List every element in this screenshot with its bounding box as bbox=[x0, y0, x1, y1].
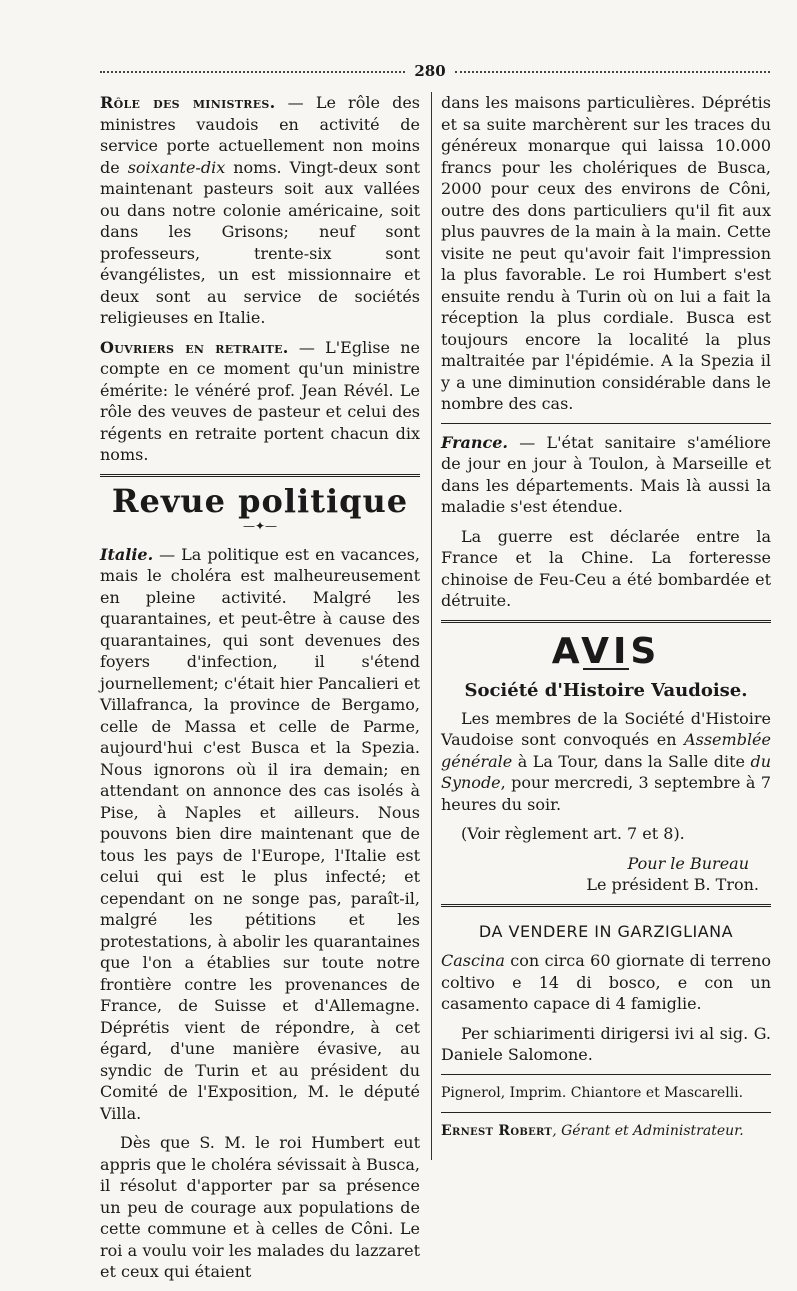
page-header bbox=[100, 62, 770, 82]
imprint-rule bbox=[441, 1074, 771, 1075]
column-divider bbox=[431, 92, 432, 1160]
cascina-text: con circa 60 giornate di terreno coltivo e 14 di bosco, e con un casamento capace di 4 famiglie. bbox=[441, 951, 771, 1013]
italie-lead: Italie. bbox=[100, 544, 154, 564]
gerant-line bbox=[441, 1121, 771, 1143]
avis-text-2: à La Tour, dans la Salle dite bbox=[512, 751, 751, 771]
imprint-line: Pignerol, Imprim. Chiantore et Mascarelli. bbox=[441, 1084, 744, 1101]
left-column bbox=[100, 92, 420, 1291]
ministres-paragraph bbox=[100, 92, 420, 329]
france-text: — L'état sanitaire s'améliore de jour en jour à Toulon, à Marseille et dans les départements. Mais là aussi la maladie s'est étendue. bbox=[441, 432, 771, 516]
italie-paragraph bbox=[100, 544, 420, 1125]
ministres-text-1: — Le rôle des ministres vaudois en activité de service porte actuellement non moins de bbox=[100, 93, 420, 177]
header-rule-left bbox=[100, 71, 405, 73]
schiarimenti-paragraph: Per schiarimenti dirigersi ivi al sig. G. Daniele Salomone. bbox=[441, 1023, 771, 1064]
avis-double-rule bbox=[441, 620, 771, 623]
france-lead: France. bbox=[441, 432, 508, 452]
header-rule-right bbox=[455, 71, 770, 73]
cascina-paragraph bbox=[441, 950, 771, 1015]
vendere-double-rule bbox=[441, 904, 771, 907]
avis-text-1: Les membres de la Société d'Histoire Vaudoise sont convoqués en bbox=[441, 708, 771, 749]
ouvriers-paragraph bbox=[100, 337, 420, 466]
cascina-italic: Cascina bbox=[441, 951, 505, 970]
gerant-rule bbox=[441, 1112, 771, 1113]
avis-italic-2: du Synode bbox=[441, 751, 771, 792]
president-signature: Le président B. Tron. bbox=[586, 875, 759, 894]
italie-text: — La politique est en vacances, mais le choléra est malheureusement en pleine activité. Malgré les quarantaines, et peut-être à cause des quarantaines, qui sont devenues des foyers d'infection, il s'étend journellement; c'était hier Pancalieri et Villafranca, la province de Bergamo, celle de Massa et celle de Parme, aujourd'hui c'est Busca et la Spezia. Nous ignorons où il ira demain; en attendant on annonce des cas isolés à Pise, à Naples et ailleurs. Nous pouvons bien dire maintenant que de tous les pays de l'Europe, l'Italie est celui qui est le plus infecté; et cependant on ne songe pas, paraît-il, malgré les pétitions et les protestations, à abolir les quarantaines que l'on a établies sur toute notre frontière contre les provenances de France, de Suisse et d'Allemagne. Déprétis vient de répondre, à cet égard, d'une manière évasive, au syndic de Turin et au président du Comité de l'Exposition, M. le député Villa. bbox=[100, 544, 420, 1123]
france-paragraph bbox=[441, 432, 771, 518]
avis-italic-1: Assemblée générale bbox=[441, 730, 771, 771]
section-double-rule bbox=[100, 474, 420, 477]
societe-title: Société d'Histoire Vaudoise. bbox=[464, 680, 748, 701]
france-rule bbox=[441, 423, 771, 424]
revue-ornament: —✦— bbox=[242, 519, 278, 533]
pour-le-bureau: Pour le Bureau bbox=[627, 853, 749, 873]
avis-title: AVIS bbox=[551, 630, 661, 672]
ministres-italic: soixante-dix bbox=[127, 157, 226, 177]
avis-reglement: (Voir règlement art. 7 et 8). bbox=[461, 824, 685, 843]
ouvriers-text: — L'Eglise ne compte en ce moment qu'un ministre émérite: le vénéré prof. Jean Révél. Le rôle des veuves de pasteur et celui des régents en retraite portent chacun dix noms. bbox=[100, 337, 421, 464]
continued-paragraph: dans les maisons particulières. Déprétis et sa suite marchèrent sur les traces du généreux monarque qui laissa 10.000 francs pour les cholériques de Busca, 2000 pour ceux des environs de Côni, outre des dons particuliers qu'il fit aux plus pauvres de la main à la main. Cette visite ne peut qu'avoir fait l'impression la plus favorable. Le roi Humbert s'est ensuite rendu à Turin où on lui a fait la réception la plus cordiale. Busca est toujours encore la localité la plus maltraitée par l'épidémie. A la Spezia il y a une diminution considérable dans le nombre des cas. bbox=[441, 93, 771, 413]
avis-paragraph bbox=[441, 708, 771, 816]
ministres-text-2: noms. Vingt-deux sont maintenant pasteurs soit aux vallées ou dans notre colonie américaine, soit dans les Grisons; neuf sont professeurs, trente-six sont évangélistes, un est missionnaire et deux sont au service de sociétés religieuses en Italie. bbox=[100, 157, 420, 327]
da-vendere-title: DA VENDERE IN GARZIGLIANA bbox=[478, 921, 734, 941]
gerant-name: Ernest Robert bbox=[441, 1123, 553, 1139]
page-number: 280 bbox=[414, 62, 446, 80]
ministres-lead: Rôle des ministres. bbox=[100, 93, 276, 112]
right-column bbox=[441, 92, 771, 1143]
revue-politique-title: Revue politique bbox=[111, 481, 409, 520]
chine-paragraph: La guerre est déclarée entre la France et la Chine. La forteresse chinoise de Feu-Ceu a été bombardée et détruite. bbox=[441, 526, 771, 610]
gerant-role: , Gérant et Administrateur. bbox=[552, 1123, 744, 1139]
humbert-paragraph: Dès que S. M. le roi Humbert eut appris que le choléra sévissait à Busca, il résolut d'apporter par sa présence un peu de courage aux populations de cette commune et à celles de Côni. Le roi a voulu voir les malades du lazzaret et ceux qui étaient bbox=[100, 1133, 420, 1281]
ouvriers-lead: Ouvriers en retraite. bbox=[100, 337, 289, 357]
avis-text-3: , pour mercredi, 3 septembre à 7 heures du soir. bbox=[441, 773, 771, 814]
